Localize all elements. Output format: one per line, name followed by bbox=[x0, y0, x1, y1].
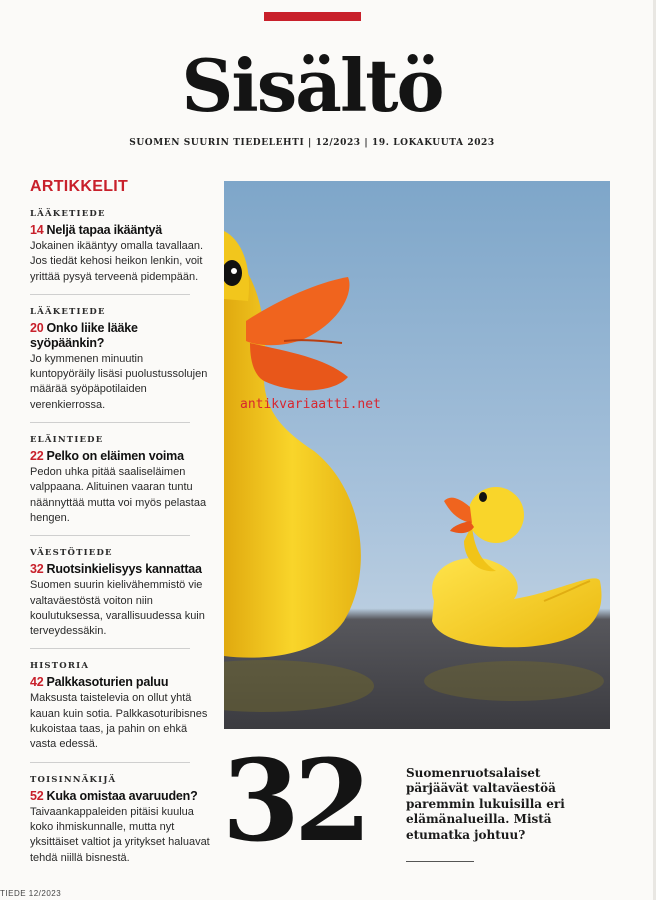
article-list bbox=[30, 209, 210, 878]
article-divider bbox=[30, 422, 190, 423]
article-item[interactable] bbox=[30, 435, 210, 536]
article-title: Neljä tapaa ikääntyä bbox=[46, 223, 163, 237]
article-headline[interactable] bbox=[30, 449, 210, 464]
article-category: VÄESTÖTIEDE bbox=[30, 548, 113, 559]
article-headline[interactable] bbox=[30, 223, 210, 238]
article-headline[interactable] bbox=[30, 789, 210, 804]
feature-teaser[interactable]: Suomenruotsalaiset pärjäävät valtaväestöä paremmin lukuisilla eri elämänalueilla. Mistä etumatka johtuu? bbox=[406, 766, 565, 842]
page-title: Sisältö bbox=[181, 43, 443, 128]
article-item[interactable] bbox=[30, 307, 210, 423]
article-divider bbox=[30, 648, 190, 649]
section-heading: ARTIKKELIT bbox=[30, 178, 129, 195]
article-headline[interactable] bbox=[30, 321, 210, 351]
article-title: Palkkasoturien paluu bbox=[46, 675, 169, 690]
article-title: Ruotsinkielisyys kannattaa bbox=[46, 562, 202, 577]
top-accent-bar bbox=[264, 12, 361, 21]
article-page-number: 52 bbox=[30, 788, 44, 803]
article-item[interactable] bbox=[30, 775, 210, 866]
article-title: Pelko on eläimen voima bbox=[46, 449, 184, 464]
watermark-text: antikvariaatti.net bbox=[240, 397, 381, 412]
article-page-number: 32 bbox=[30, 562, 44, 577]
article-description: Maksusta taistelevia on ollut yhtä kauan kuin sotia. Palkkasoturibisnes kukoistaa taas, ja pahin on ehkä vasta edessä. bbox=[30, 692, 208, 751]
article-category: LÄÄKETIEDE bbox=[30, 209, 106, 219]
article-category: ELÄINTIEDE bbox=[30, 435, 104, 446]
feature-photo[interactable] bbox=[224, 181, 610, 729]
article-description: Suomen suurin kielivähemmistö vie valtaväestöstä voiton niin koulutuksessa, varallisuudessa kuin terveydessäkin. bbox=[30, 579, 205, 638]
masthead-line: SUOMEN SUURIN TIEDELEHTI | 12/2023 | 19. LOKAKUUTA 2023 bbox=[129, 138, 495, 148]
article-page-number: 22 bbox=[30, 449, 44, 464]
article-title: Kuka omistaa avaruuden? bbox=[46, 788, 198, 803]
small-duck-reflection bbox=[424, 661, 604, 701]
article-description: Taivaankappaleiden pitäisi kuulua koko ihmiskunnalle, mutta nyt yksittäiset valtiot ja yritykset haluavat tehdä niillä bisnestä. bbox=[30, 805, 210, 864]
article-divider bbox=[30, 294, 190, 295]
article-page-number: 20 bbox=[30, 320, 44, 335]
article-description: Jokainen ikääntyy omalla tavallaan. Jos tiedät kehosi heikon lenkin, voit yrittää pysyä terveenä pidempään. bbox=[30, 240, 204, 283]
article-divider bbox=[30, 762, 190, 763]
article-category: HISTORIA bbox=[30, 661, 90, 672]
page-footer: TIEDE 12/2023 bbox=[0, 889, 62, 898]
article-category: TOISINNÄKIJÄ bbox=[30, 774, 117, 785]
article-item[interactable] bbox=[30, 661, 210, 762]
feature-rule bbox=[406, 861, 474, 862]
article-title: Onko liike lääke syöpäänkin? bbox=[30, 320, 138, 350]
rubber-ducks-illustration bbox=[224, 181, 610, 729]
feature-page-number[interactable]: 32 bbox=[222, 736, 366, 867]
article-page-number: 14 bbox=[30, 223, 44, 237]
article-description: Jo kymmenen minuutin kuntopyöräily lisäsi puolustussolujen määrää syöpäpotilaiden verenkierrossa. bbox=[30, 352, 208, 411]
article-headline[interactable] bbox=[30, 675, 210, 690]
article-headline[interactable] bbox=[30, 562, 210, 577]
article-item[interactable] bbox=[30, 209, 210, 295]
article-description: Pedon uhka pitää saaliseläimen valppaana. Alituinen vaaran tuntu näännyttää mutta voi myös pelastaa hengen. bbox=[30, 466, 207, 524]
article-item[interactable] bbox=[30, 548, 210, 649]
article-page-number: 42 bbox=[30, 675, 44, 690]
article-divider bbox=[30, 535, 190, 536]
article-category: LÄÄKETIEDE bbox=[30, 306, 106, 317]
